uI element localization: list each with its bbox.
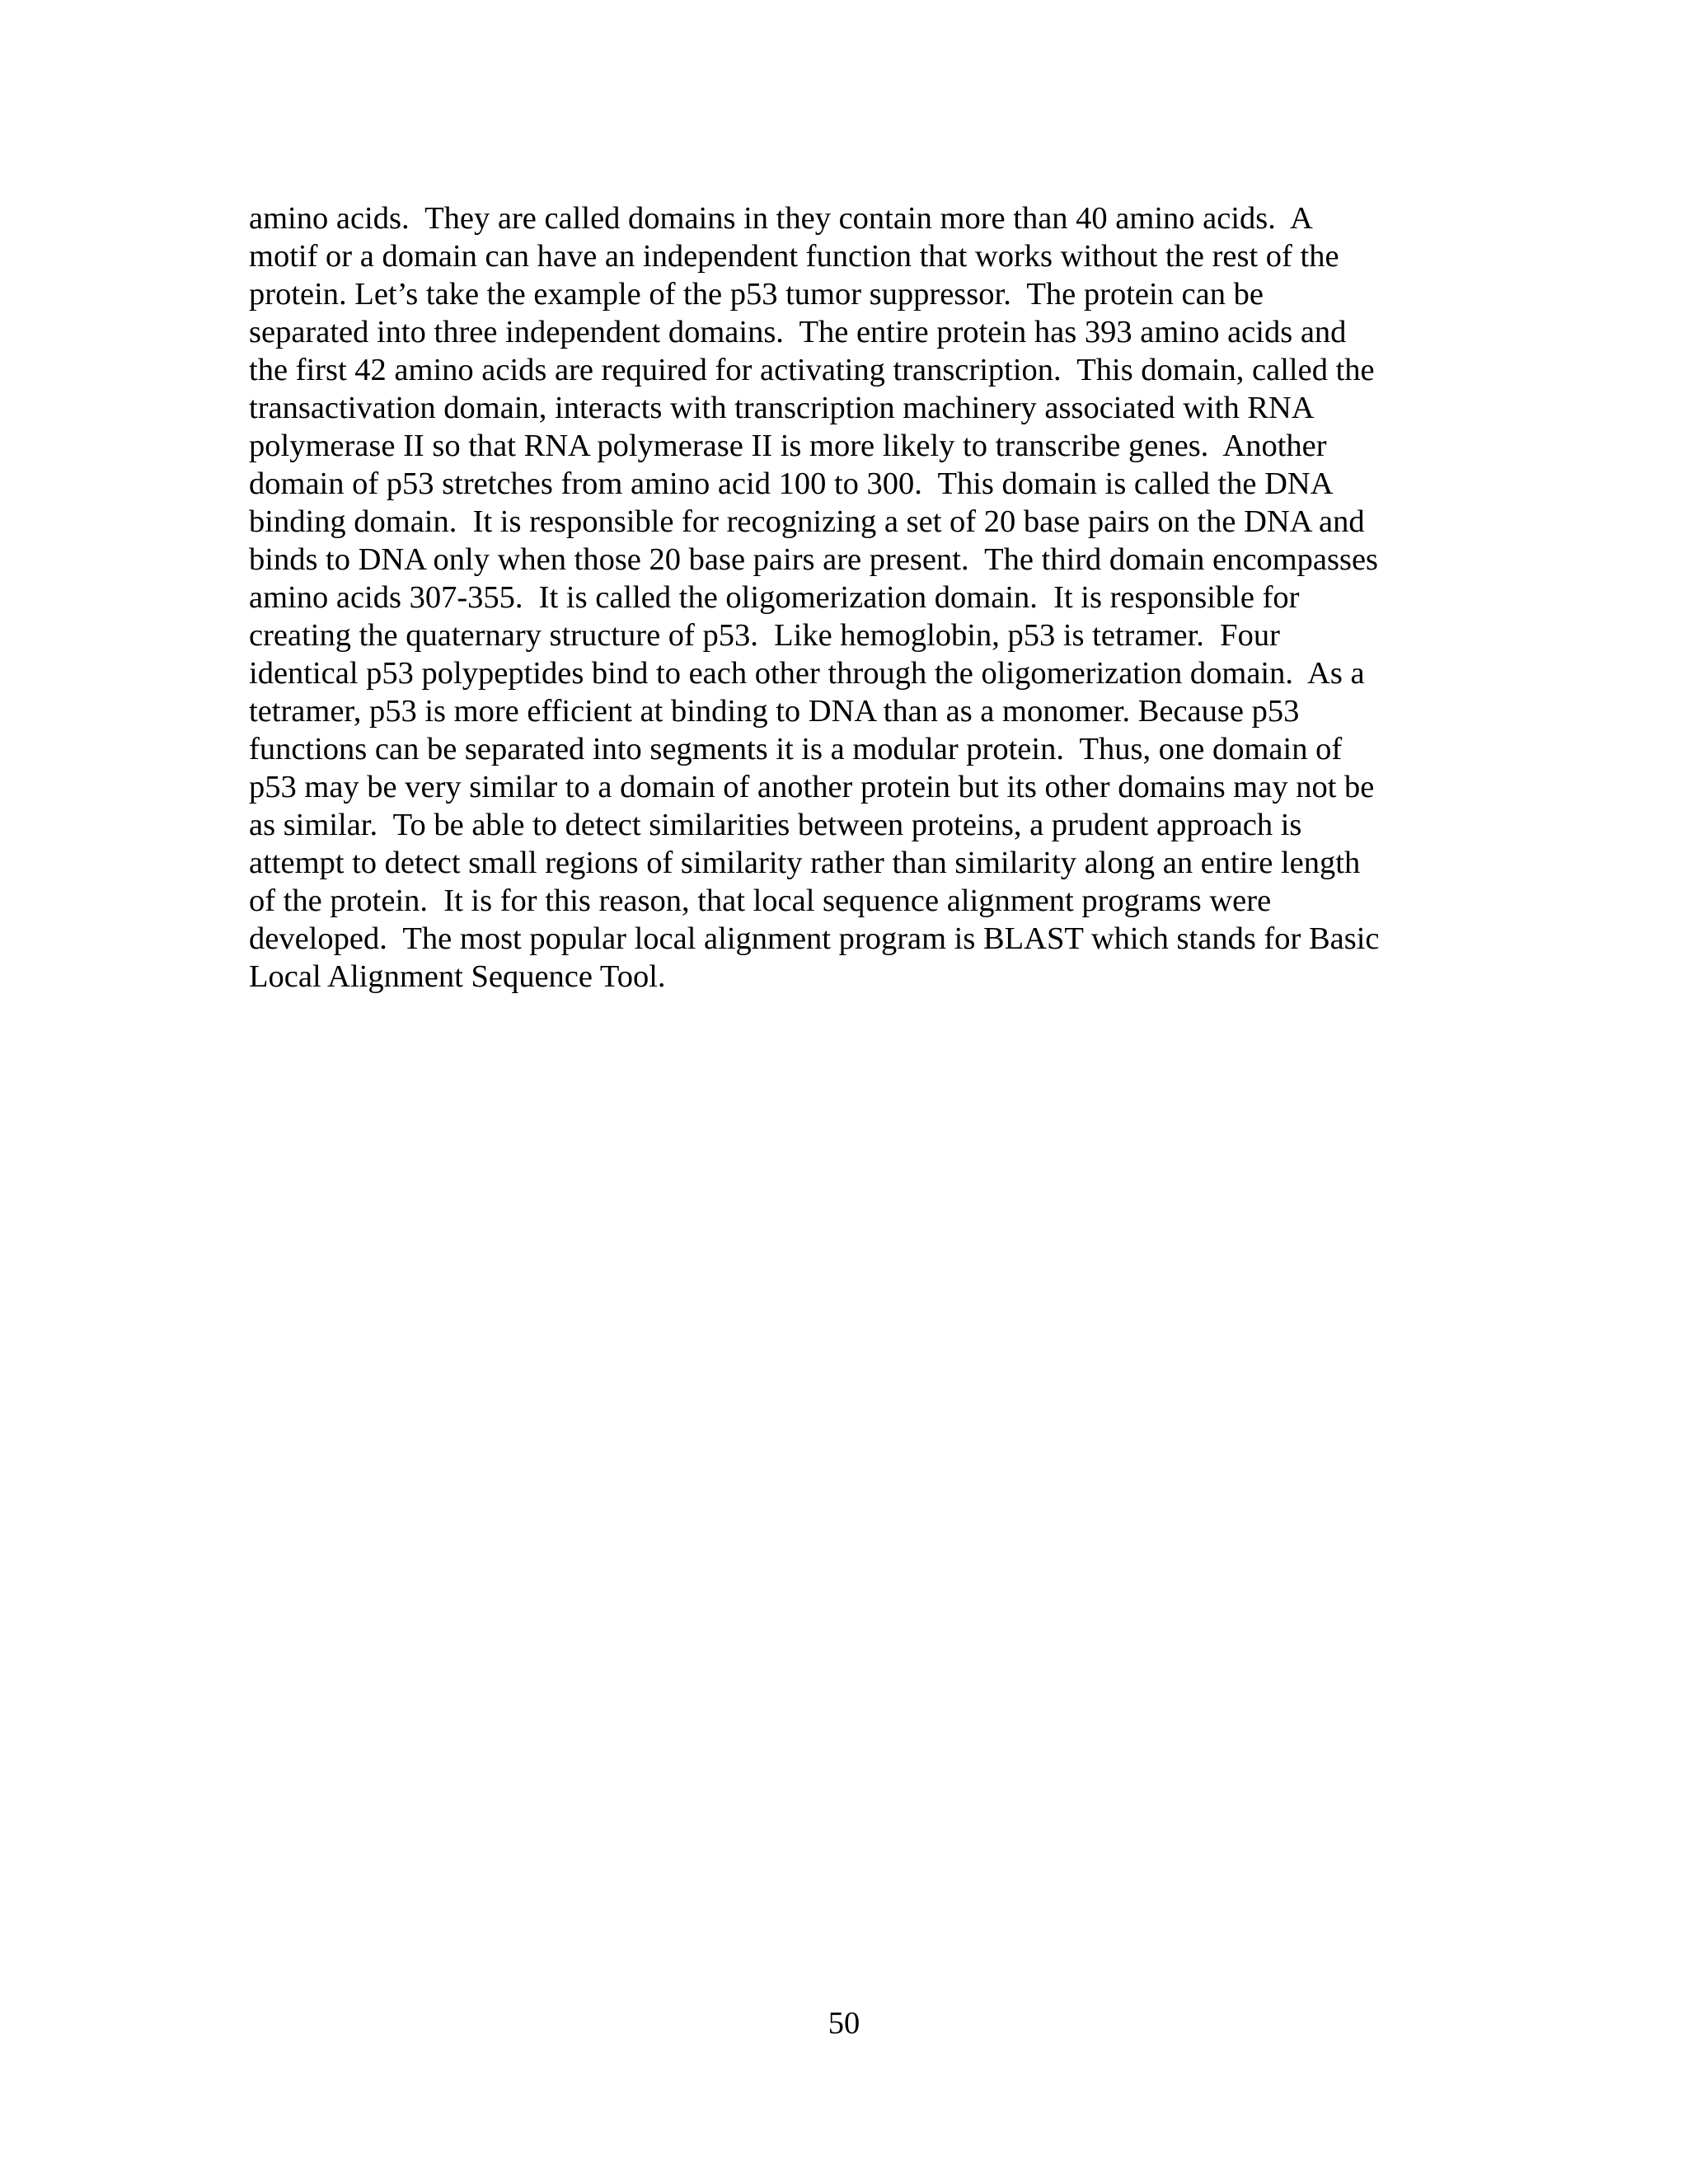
text-line: of the protein. It is for this reason, that local sequence alignment programs were [249,883,1272,918]
text-line: creating the quaternary structure of p53. Like hemoglobin, p53 is tetramer. Four [249,618,1280,653]
text-line: motif or a domain can have an independent function that works without the rest of the [249,239,1339,274]
text-line: binds to DNA only when those 20 base pairs are present. The third domain encompasses [249,542,1379,577]
text-line: domain of p53 stretches from amino acid 100 to 300. This domain is called the DNA [249,466,1334,501]
text-line: developed. The most popular local alignment program is BLAST which stands for Basic [249,921,1380,956]
text-line: protein. Let’s take the example of the p53 tumor suppressor. The protein can be [249,277,1264,312]
text-line: p53 may be very similar to a domain of another protein but its other domains may not be [249,770,1375,804]
text-line: attempt to detect small regions of similarity rather than similarity along an entire length [249,846,1361,880]
text-line: as similar. To be able to detect similarities between proteins, a prudent approach is [249,808,1302,842]
text-line: identical p53 polypeptides bind to each other through the oligomerization domain. As a [249,656,1365,691]
text-line: transactivation domain, interacts with transcription machinery associated with RNA [249,391,1315,425]
page-number: 50 [828,2006,860,2041]
text-line: polymerase II so that RNA polymerase II is more likely to transcribe genes. Another [249,429,1327,463]
text-line: amino acids. They are called domains in they contain more than 40 amino acids. A [249,201,1313,236]
text-line: Local Alignment Sequence Tool. [249,959,666,994]
body-paragraph [249,199,1436,996]
text-line: binding domain. It is responsible for recognizing a set of 20 base pairs on the DNA and [249,504,1365,539]
text-line: functions can be separated into segments it is a modular protein. Thus, one domain of [249,732,1343,766]
text-line: the first 42 amino acids are required for activating transcription. This domain, called the [249,353,1375,387]
text-line: amino acids 307-355. It is called the oligomerization domain. It is responsible for [249,580,1300,615]
text-line: tetramer, p53 is more efficient at binding to DNA than as a monomer. Because p53 [249,694,1300,729]
text-line: separated into three independent domains. The entire protein has 393 amino acids and [249,315,1347,349]
